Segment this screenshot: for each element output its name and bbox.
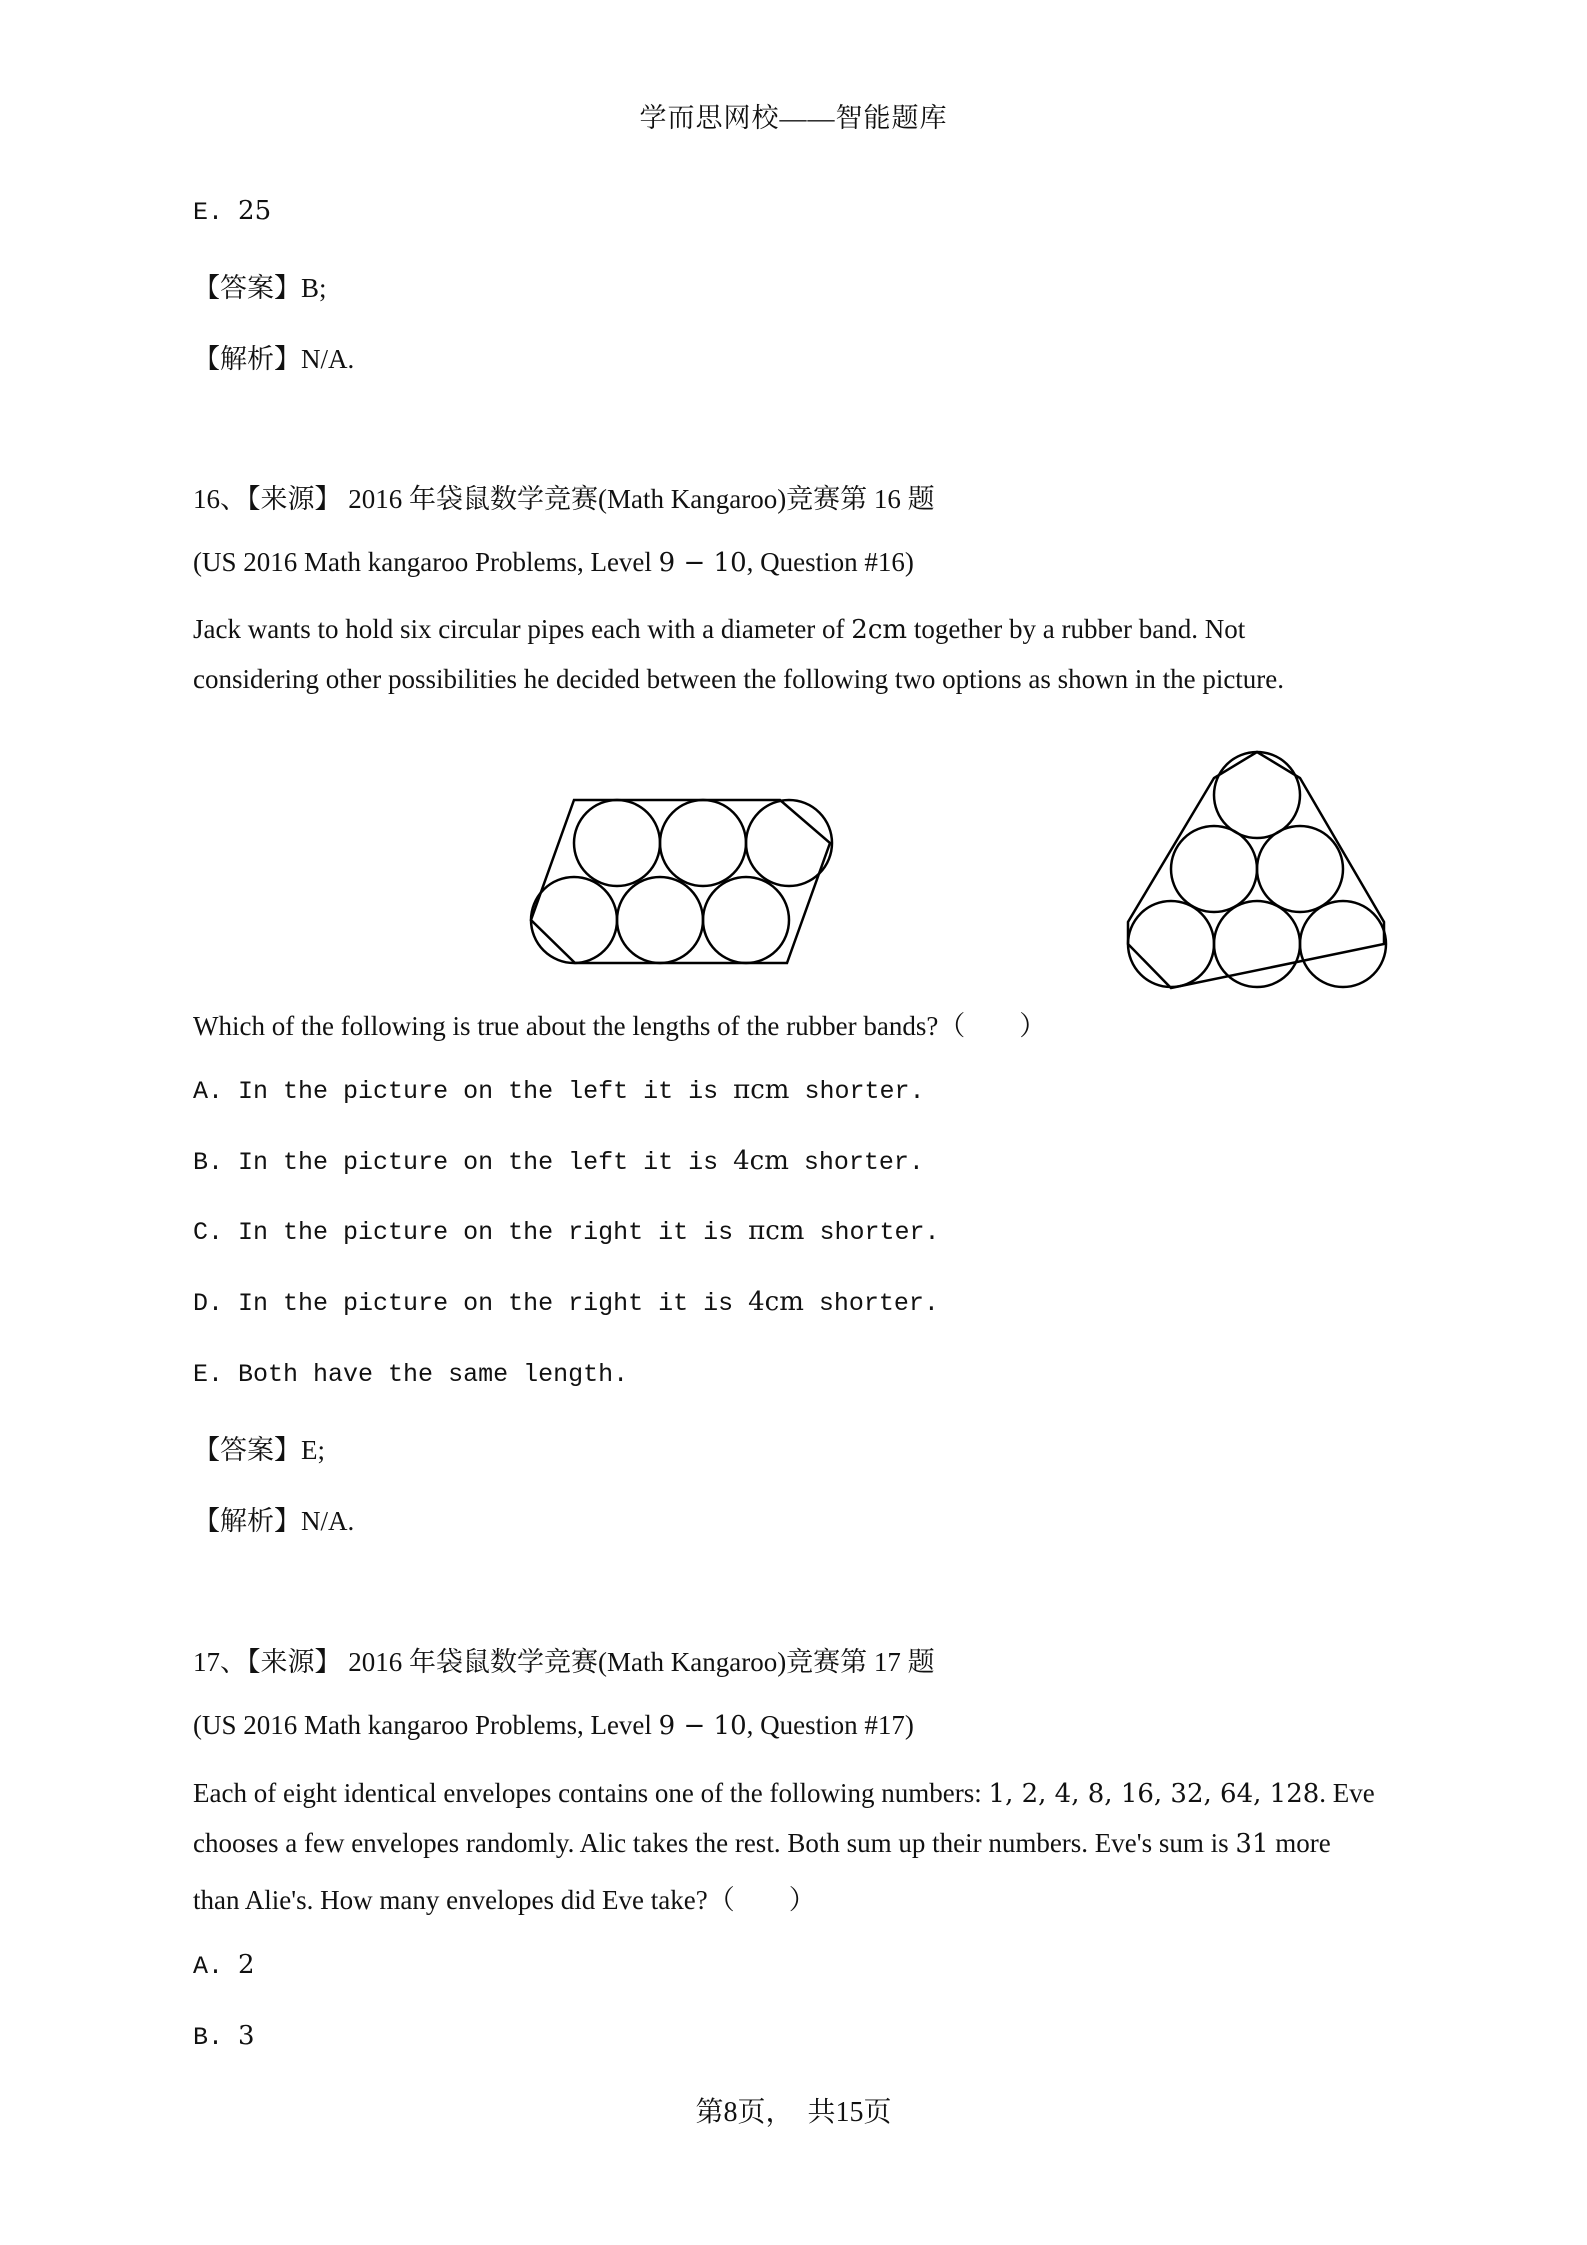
option-text: In the picture on the left it is — [238, 1148, 734, 1177]
option-value: 3 — [238, 2021, 255, 2051]
option-math: πcm — [733, 1075, 790, 1105]
answer-label: 【答案】 — [193, 273, 301, 303]
q17-option-a — [193, 1950, 255, 1981]
option-letter: E. — [193, 1360, 224, 1389]
reference-level: 9 − 10 — [658, 548, 747, 578]
reference-level: 9 − 10 — [658, 1711, 747, 1741]
pipe — [617, 877, 703, 963]
stem-math: 2cm — [851, 615, 908, 645]
option-letter: C. — [193, 1218, 224, 1247]
question-number: 16、 — [193, 484, 247, 514]
reference-text: (US 2016 Math kangaroo Problems, Level — [193, 547, 659, 577]
source-label: 【来源】 — [247, 1647, 342, 1677]
source-text: 2016 年袋鼠数学竞赛(Math Kangaroo)竞赛第 16 题 — [348, 484, 935, 514]
option-letter: B. — [193, 2023, 224, 2052]
source-text: 2016 年袋鼠数学竞赛(Math Kangaroo)竞赛第 17 题 — [348, 1647, 935, 1677]
analysis-label: 【解析】 — [193, 1506, 301, 1536]
q16-option — [193, 1358, 628, 1389]
q16-option — [193, 1146, 924, 1177]
q16-answer — [193, 1428, 325, 1467]
option-text: shorter. — [803, 1289, 939, 1318]
q16-question: Which of the following is true about the lengths of the rubber bands?（ ） — [193, 1011, 1047, 1041]
option-letter: A. — [193, 1952, 224, 1981]
option-letter: B. — [193, 1148, 224, 1177]
stem-text: . Eve — [1319, 1778, 1375, 1808]
pipe — [660, 800, 746, 886]
option-text: In the picture on the right it is — [238, 1218, 749, 1247]
q17-stem-line3: than Alie's. How many envelopes did Eve take?（ ） — [193, 1885, 816, 1915]
reference-question: , Question #16) — [746, 547, 914, 577]
pipe — [574, 800, 660, 886]
pipe — [531, 877, 617, 963]
pipe — [1257, 826, 1343, 912]
q17-option-b — [193, 2021, 255, 2052]
page-header: 学而思网校——智能题库 — [639, 103, 948, 133]
q16-option — [193, 1075, 924, 1106]
option-math: 4cm — [748, 1287, 804, 1317]
answer-value: E; — [301, 1435, 325, 1465]
pipe — [1128, 901, 1214, 987]
q16-option — [193, 1287, 939, 1318]
stem-text: Jack wants to hold six circular pipes each with a diameter of — [193, 614, 852, 644]
pipe — [703, 877, 789, 963]
pipe — [1214, 901, 1300, 987]
option-value: 25 — [238, 196, 272, 226]
question-number: 17、 — [193, 1647, 247, 1677]
analysis-label: 【解析】 — [193, 344, 301, 374]
answer-value: B; — [301, 273, 327, 303]
stem-text: together by a rubber band. Not — [907, 614, 1246, 644]
q17-reference — [193, 1710, 914, 1741]
reference-question: , Question #17) — [746, 1710, 914, 1740]
page-footer: 第8页， 共15页 — [695, 2097, 892, 2128]
parallelogram-figure — [531, 800, 832, 963]
reference-text: (US 2016 Math kangaroo Problems, Level — [193, 1710, 659, 1740]
q16-stem-line2: considering other possibilities he decided between the following two options as shown in the picture. — [193, 664, 1285, 694]
q17-source-line — [193, 1640, 935, 1679]
triangle-figure — [1128, 752, 1386, 988]
pipe — [746, 800, 832, 886]
option-math: πcm — [748, 1216, 805, 1246]
pipe — [1171, 826, 1257, 912]
stem-text: Each of eight identical envelopes contains one of the following numbers: — [193, 1778, 989, 1808]
stem-text: chooses a few envelopes randomly. Alic takes the rest. Both sum up their numbers. Eve's sum is — [193, 1828, 1236, 1858]
option-letter: E. — [193, 198, 224, 227]
option-text: In the picture on the right it is — [238, 1289, 749, 1318]
option-text: shorter. — [789, 1077, 925, 1106]
option-math: 4cm — [733, 1146, 789, 1176]
stem-math: 31 — [1235, 1829, 1269, 1859]
option-text: shorter. — [788, 1148, 924, 1177]
q17-stem-line2 — [193, 1828, 1331, 1859]
source-label: 【来源】 — [247, 484, 342, 514]
stem-math: 1, 2, 4, 8, 16, 32, 64, 128 — [988, 1779, 1320, 1809]
analysis-value: N/A. — [301, 1506, 355, 1536]
answer-label: 【答案】 — [193, 1435, 301, 1465]
stem-text: more — [1268, 1828, 1331, 1858]
q16-analysis — [193, 1499, 354, 1538]
q16-option — [193, 1216, 939, 1247]
analysis-value: N/A. — [301, 344, 355, 374]
option-letter: A. — [193, 1077, 224, 1106]
pipe — [1300, 901, 1386, 987]
q17-stem-line1 — [193, 1778, 1375, 1809]
option-letter: D. — [193, 1289, 224, 1318]
option-text: In the picture on the left it is — [238, 1077, 734, 1106]
option-text: Both have the same length. — [238, 1360, 629, 1389]
pipe — [1214, 752, 1300, 838]
option-value: 2 — [238, 1950, 255, 1980]
option-text: shorter. — [804, 1218, 940, 1247]
